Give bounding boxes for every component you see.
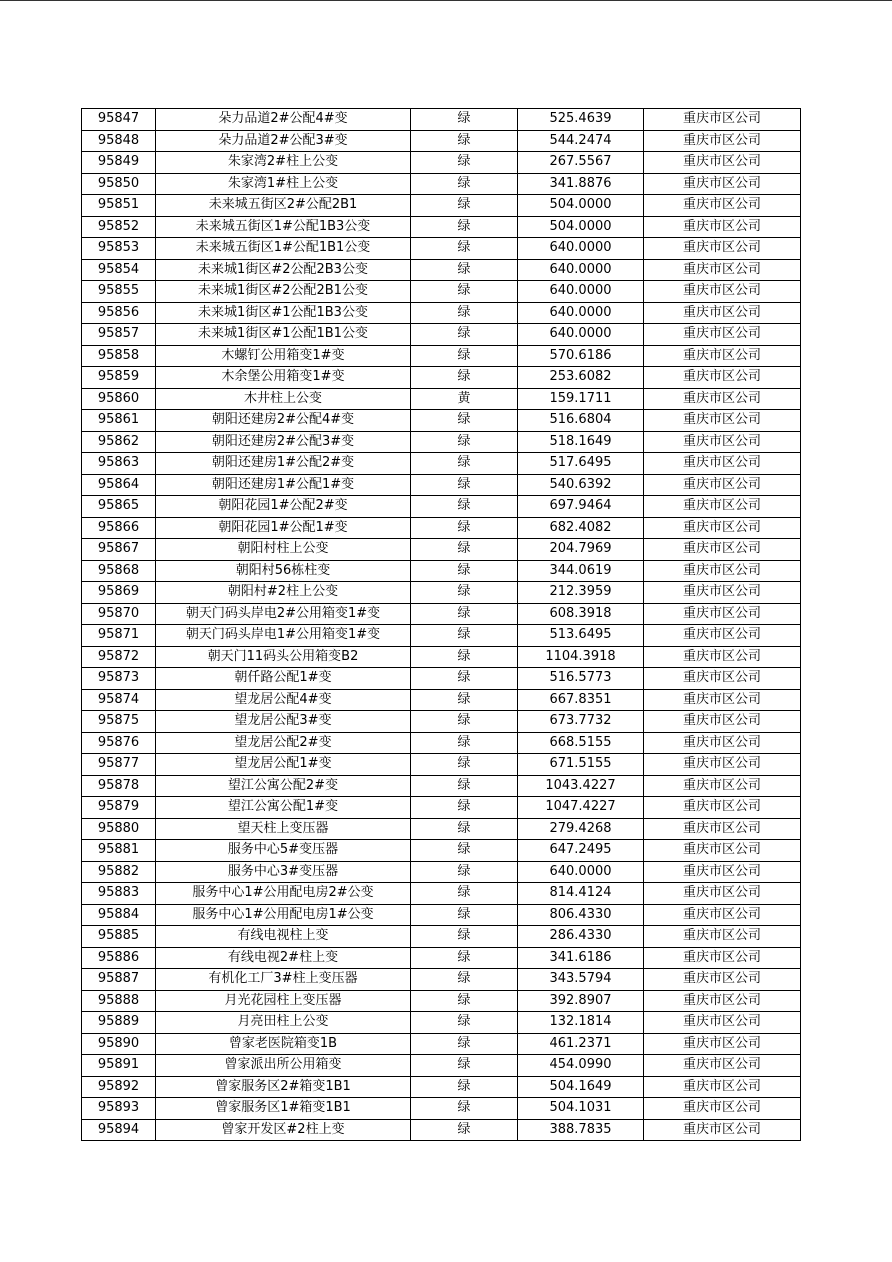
table-row bbox=[82, 904, 801, 926]
cell-company: 重庆市区公司 bbox=[644, 689, 801, 711]
cell-company: 重庆市区公司 bbox=[644, 840, 801, 862]
table-row bbox=[82, 668, 801, 690]
cell-company: 重庆市区公司 bbox=[644, 797, 801, 819]
cell-company: 重庆市区公司 bbox=[644, 410, 801, 432]
cell-name: 望江公寓公配1#变 bbox=[156, 797, 411, 819]
table-row bbox=[82, 969, 801, 991]
cell-level: 绿 bbox=[411, 474, 518, 496]
table-row bbox=[82, 754, 801, 776]
cell-value: 504.0000 bbox=[518, 216, 644, 238]
table-row bbox=[82, 173, 801, 195]
table-row bbox=[82, 603, 801, 625]
cell-id: 95878 bbox=[82, 775, 156, 797]
cell-name: 朝阳还建房2#公配4#变 bbox=[156, 410, 411, 432]
cell-name: 曾家老医院箱变1B bbox=[156, 1033, 411, 1055]
cell-id: 95888 bbox=[82, 990, 156, 1012]
cell-company: 重庆市区公司 bbox=[644, 496, 801, 518]
cell-level: 绿 bbox=[411, 1076, 518, 1098]
cell-company: 重庆市区公司 bbox=[644, 539, 801, 561]
table-body bbox=[82, 109, 801, 1141]
cell-id: 95864 bbox=[82, 474, 156, 496]
cell-id: 95891 bbox=[82, 1055, 156, 1077]
cell-value: 640.0000 bbox=[518, 238, 644, 260]
cell-value: 540.6392 bbox=[518, 474, 644, 496]
cell-company: 重庆市区公司 bbox=[644, 625, 801, 647]
cell-id: 95872 bbox=[82, 646, 156, 668]
cell-value: 608.3918 bbox=[518, 603, 644, 625]
cell-id: 95865 bbox=[82, 496, 156, 518]
table-row bbox=[82, 947, 801, 969]
cell-level: 绿 bbox=[411, 259, 518, 281]
cell-level: 绿 bbox=[411, 754, 518, 776]
cell-name: 服务中心5#变压器 bbox=[156, 840, 411, 862]
cell-level: 绿 bbox=[411, 1098, 518, 1120]
table-row bbox=[82, 625, 801, 647]
cell-value: 570.6186 bbox=[518, 345, 644, 367]
cell-id: 95894 bbox=[82, 1119, 156, 1141]
table-row bbox=[82, 840, 801, 862]
transformer-table bbox=[81, 108, 801, 1141]
cell-level: 绿 bbox=[411, 668, 518, 690]
cell-name: 月光花园柱上变压器 bbox=[156, 990, 411, 1012]
cell-level: 绿 bbox=[411, 926, 518, 948]
table-row bbox=[82, 926, 801, 948]
cell-level: 绿 bbox=[411, 173, 518, 195]
cell-level: 绿 bbox=[411, 324, 518, 346]
cell-value: 267.5567 bbox=[518, 152, 644, 174]
cell-value: 517.6495 bbox=[518, 453, 644, 475]
cell-company: 重庆市区公司 bbox=[644, 453, 801, 475]
cell-company: 重庆市区公司 bbox=[644, 560, 801, 582]
cell-value: 640.0000 bbox=[518, 861, 644, 883]
cell-level: 绿 bbox=[411, 410, 518, 432]
cell-id: 95874 bbox=[82, 689, 156, 711]
cell-name: 朝天门11码头公用箱变B2 bbox=[156, 646, 411, 668]
cell-value: 667.8351 bbox=[518, 689, 644, 711]
cell-level: 绿 bbox=[411, 539, 518, 561]
cell-id: 95876 bbox=[82, 732, 156, 754]
table-row bbox=[82, 775, 801, 797]
cell-value: 647.2495 bbox=[518, 840, 644, 862]
cell-name: 朝阳村柱上公变 bbox=[156, 539, 411, 561]
cell-name: 曾家服务区2#箱变1B1 bbox=[156, 1076, 411, 1098]
table-row bbox=[82, 539, 801, 561]
cell-level: 绿 bbox=[411, 904, 518, 926]
cell-id: 95855 bbox=[82, 281, 156, 303]
cell-level: 绿 bbox=[411, 861, 518, 883]
cell-value: 204.7969 bbox=[518, 539, 644, 561]
cell-name: 服务中心1#公用配电房1#公变 bbox=[156, 904, 411, 926]
table-row bbox=[82, 474, 801, 496]
cell-value: 525.4639 bbox=[518, 109, 644, 131]
cell-id: 95885 bbox=[82, 926, 156, 948]
cell-id: 95850 bbox=[82, 173, 156, 195]
cell-company: 重庆市区公司 bbox=[644, 1012, 801, 1034]
cell-value: 341.8876 bbox=[518, 173, 644, 195]
cell-company: 重庆市区公司 bbox=[644, 302, 801, 324]
cell-value: 806.4330 bbox=[518, 904, 644, 926]
cell-id: 95882 bbox=[82, 861, 156, 883]
cell-level: 绿 bbox=[411, 560, 518, 582]
cell-level: 绿 bbox=[411, 582, 518, 604]
table-row bbox=[82, 1055, 801, 1077]
cell-name: 木螺钉公用箱变1#变 bbox=[156, 345, 411, 367]
cell-value: 1047.4227 bbox=[518, 797, 644, 819]
table-row bbox=[82, 388, 801, 410]
cell-value: 504.0000 bbox=[518, 195, 644, 217]
cell-level: 绿 bbox=[411, 453, 518, 475]
cell-name: 木余堡公用箱变1#变 bbox=[156, 367, 411, 389]
table-row bbox=[82, 109, 801, 131]
cell-level: 绿 bbox=[411, 496, 518, 518]
table-row bbox=[82, 861, 801, 883]
cell-company: 重庆市区公司 bbox=[644, 195, 801, 217]
cell-value: 640.0000 bbox=[518, 302, 644, 324]
cell-id: 95857 bbox=[82, 324, 156, 346]
cell-company: 重庆市区公司 bbox=[644, 969, 801, 991]
cell-level: 绿 bbox=[411, 818, 518, 840]
cell-id: 95868 bbox=[82, 560, 156, 582]
cell-id: 95863 bbox=[82, 453, 156, 475]
cell-value: 518.1649 bbox=[518, 431, 644, 453]
cell-id: 95871 bbox=[82, 625, 156, 647]
cell-value: 388.7835 bbox=[518, 1119, 644, 1141]
cell-company: 重庆市区公司 bbox=[644, 152, 801, 174]
table-row bbox=[82, 216, 801, 238]
cell-company: 重庆市区公司 bbox=[644, 904, 801, 926]
cell-name: 木井柱上公变 bbox=[156, 388, 411, 410]
cell-level: 绿 bbox=[411, 281, 518, 303]
cell-level: 绿 bbox=[411, 797, 518, 819]
cell-level: 绿 bbox=[411, 625, 518, 647]
cell-id: 95884 bbox=[82, 904, 156, 926]
cell-level: 绿 bbox=[411, 109, 518, 131]
cell-value: 212.3959 bbox=[518, 582, 644, 604]
cell-company: 重庆市区公司 bbox=[644, 818, 801, 840]
cell-level: 绿 bbox=[411, 732, 518, 754]
cell-value: 343.5794 bbox=[518, 969, 644, 991]
cell-name: 望龙居公配1#变 bbox=[156, 754, 411, 776]
cell-value: 516.6804 bbox=[518, 410, 644, 432]
table-row bbox=[82, 689, 801, 711]
cell-company: 重庆市区公司 bbox=[644, 130, 801, 152]
page-top-rule bbox=[0, 0, 892, 1]
cell-name: 服务中心1#公用配电房2#公变 bbox=[156, 883, 411, 905]
cell-value: 253.6082 bbox=[518, 367, 644, 389]
cell-name: 曾家开发区#2柱上变 bbox=[156, 1119, 411, 1141]
cell-name: 朵力品道2#公配4#变 bbox=[156, 109, 411, 131]
cell-value: 286.4330 bbox=[518, 926, 644, 948]
cell-company: 重庆市区公司 bbox=[644, 238, 801, 260]
cell-name: 有机化工厂3#柱上变压器 bbox=[156, 969, 411, 991]
cell-company: 重庆市区公司 bbox=[644, 345, 801, 367]
table-row bbox=[82, 818, 801, 840]
cell-name: 望龙居公配3#变 bbox=[156, 711, 411, 733]
table-row bbox=[82, 238, 801, 260]
cell-level: 绿 bbox=[411, 367, 518, 389]
cell-id: 95859 bbox=[82, 367, 156, 389]
cell-value: 504.1031 bbox=[518, 1098, 644, 1120]
cell-id: 95849 bbox=[82, 152, 156, 174]
cell-name: 未来城1街区#1公配1B3公变 bbox=[156, 302, 411, 324]
table-row bbox=[82, 259, 801, 281]
cell-company: 重庆市区公司 bbox=[644, 947, 801, 969]
table-row bbox=[82, 646, 801, 668]
cell-value: 671.5155 bbox=[518, 754, 644, 776]
cell-company: 重庆市区公司 bbox=[644, 431, 801, 453]
cell-value: 1104.3918 bbox=[518, 646, 644, 668]
cell-id: 95858 bbox=[82, 345, 156, 367]
table-row bbox=[82, 431, 801, 453]
cell-name: 服务中心3#变压器 bbox=[156, 861, 411, 883]
cell-level: 绿 bbox=[411, 1012, 518, 1034]
table-row bbox=[82, 560, 801, 582]
cell-level: 绿 bbox=[411, 646, 518, 668]
table-row bbox=[82, 130, 801, 152]
cell-company: 重庆市区公司 bbox=[644, 926, 801, 948]
cell-level: 黄 bbox=[411, 388, 518, 410]
table-row bbox=[82, 281, 801, 303]
cell-level: 绿 bbox=[411, 238, 518, 260]
cell-name: 未来城1街区#2公配2B1公变 bbox=[156, 281, 411, 303]
cell-level: 绿 bbox=[411, 947, 518, 969]
cell-id: 95867 bbox=[82, 539, 156, 561]
cell-company: 重庆市区公司 bbox=[644, 775, 801, 797]
cell-name: 朱家湾2#柱上公变 bbox=[156, 152, 411, 174]
cell-level: 绿 bbox=[411, 689, 518, 711]
table-row bbox=[82, 152, 801, 174]
cell-company: 重庆市区公司 bbox=[644, 367, 801, 389]
cell-company: 重庆市区公司 bbox=[644, 281, 801, 303]
cell-name: 月亮田柱上公变 bbox=[156, 1012, 411, 1034]
cell-value: 516.5773 bbox=[518, 668, 644, 690]
cell-id: 95890 bbox=[82, 1033, 156, 1055]
cell-level: 绿 bbox=[411, 1033, 518, 1055]
table-row bbox=[82, 797, 801, 819]
cell-level: 绿 bbox=[411, 711, 518, 733]
cell-level: 绿 bbox=[411, 517, 518, 539]
table-row bbox=[82, 883, 801, 905]
cell-name: 未来城五街区1#公配1B1公变 bbox=[156, 238, 411, 260]
cell-company: 重庆市区公司 bbox=[644, 668, 801, 690]
cell-level: 绿 bbox=[411, 1055, 518, 1077]
cell-name: 朵力品道2#公配3#变 bbox=[156, 130, 411, 152]
cell-value: 341.6186 bbox=[518, 947, 644, 969]
cell-company: 重庆市区公司 bbox=[644, 646, 801, 668]
cell-id: 95854 bbox=[82, 259, 156, 281]
table-row bbox=[82, 1012, 801, 1034]
cell-level: 绿 bbox=[411, 1119, 518, 1141]
cell-company: 重庆市区公司 bbox=[644, 324, 801, 346]
cell-value: 640.0000 bbox=[518, 259, 644, 281]
cell-level: 绿 bbox=[411, 990, 518, 1012]
cell-name: 曾家服务区1#箱变1B1 bbox=[156, 1098, 411, 1120]
cell-company: 重庆市区公司 bbox=[644, 1055, 801, 1077]
cell-level: 绿 bbox=[411, 130, 518, 152]
cell-company: 重庆市区公司 bbox=[644, 883, 801, 905]
cell-id: 95847 bbox=[82, 109, 156, 131]
cell-level: 绿 bbox=[411, 152, 518, 174]
table-row bbox=[82, 453, 801, 475]
cell-value: 1043.4227 bbox=[518, 775, 644, 797]
cell-name: 有线电视柱上变 bbox=[156, 926, 411, 948]
cell-name: 曾家派出所公用箱变 bbox=[156, 1055, 411, 1077]
cell-id: 95887 bbox=[82, 969, 156, 991]
cell-name: 朝阳村56栋柱变 bbox=[156, 560, 411, 582]
cell-id: 95869 bbox=[82, 582, 156, 604]
cell-level: 绿 bbox=[411, 345, 518, 367]
cell-level: 绿 bbox=[411, 883, 518, 905]
cell-company: 重庆市区公司 bbox=[644, 1033, 801, 1055]
cell-id: 95866 bbox=[82, 517, 156, 539]
table-row bbox=[82, 1033, 801, 1055]
cell-id: 95853 bbox=[82, 238, 156, 260]
cell-value: 682.4082 bbox=[518, 517, 644, 539]
cell-company: 重庆市区公司 bbox=[644, 109, 801, 131]
cell-name: 望天柱上变压器 bbox=[156, 818, 411, 840]
cell-level: 绿 bbox=[411, 302, 518, 324]
cell-id: 95880 bbox=[82, 818, 156, 840]
cell-id: 95877 bbox=[82, 754, 156, 776]
cell-id: 95873 bbox=[82, 668, 156, 690]
table-row bbox=[82, 496, 801, 518]
cell-level: 绿 bbox=[411, 216, 518, 238]
cell-company: 重庆市区公司 bbox=[644, 1076, 801, 1098]
cell-name: 朝阳还建房2#公配3#变 bbox=[156, 431, 411, 453]
cell-company: 重庆市区公司 bbox=[644, 216, 801, 238]
cell-id: 95886 bbox=[82, 947, 156, 969]
cell-id: 95852 bbox=[82, 216, 156, 238]
table-row bbox=[82, 195, 801, 217]
cell-value: 279.4268 bbox=[518, 818, 644, 840]
cell-company: 重庆市区公司 bbox=[644, 754, 801, 776]
cell-id: 95879 bbox=[82, 797, 156, 819]
cell-name: 朝仟路公配1#变 bbox=[156, 668, 411, 690]
cell-level: 绿 bbox=[411, 775, 518, 797]
table-row bbox=[82, 345, 801, 367]
table-row bbox=[82, 302, 801, 324]
cell-company: 重庆市区公司 bbox=[644, 517, 801, 539]
table-row bbox=[82, 1098, 801, 1120]
cell-level: 绿 bbox=[411, 431, 518, 453]
cell-id: 95851 bbox=[82, 195, 156, 217]
cell-value: 513.6495 bbox=[518, 625, 644, 647]
cell-name: 朝阳花园1#公配2#变 bbox=[156, 496, 411, 518]
cell-name: 朝天门码头岸电1#公用箱变1#变 bbox=[156, 625, 411, 647]
cell-company: 重庆市区公司 bbox=[644, 259, 801, 281]
cell-id: 95862 bbox=[82, 431, 156, 453]
cell-level: 绿 bbox=[411, 840, 518, 862]
cell-value: 454.0990 bbox=[518, 1055, 644, 1077]
cell-company: 重庆市区公司 bbox=[644, 388, 801, 410]
cell-company: 重庆市区公司 bbox=[644, 711, 801, 733]
cell-name: 未来城五街区2#公配2B1 bbox=[156, 195, 411, 217]
cell-company: 重庆市区公司 bbox=[644, 603, 801, 625]
cell-value: 640.0000 bbox=[518, 281, 644, 303]
cell-level: 绿 bbox=[411, 969, 518, 991]
cell-id: 95861 bbox=[82, 410, 156, 432]
cell-value: 697.9464 bbox=[518, 496, 644, 518]
cell-name: 朝阳村#2柱上公变 bbox=[156, 582, 411, 604]
cell-value: 544.2474 bbox=[518, 130, 644, 152]
cell-value: 504.1649 bbox=[518, 1076, 644, 1098]
cell-id: 95893 bbox=[82, 1098, 156, 1120]
cell-name: 未来城1街区#2公配2B3公变 bbox=[156, 259, 411, 281]
table-row bbox=[82, 367, 801, 389]
cell-company: 重庆市区公司 bbox=[644, 861, 801, 883]
cell-id: 95856 bbox=[82, 302, 156, 324]
cell-id: 95860 bbox=[82, 388, 156, 410]
cell-name: 望龙居公配2#变 bbox=[156, 732, 411, 754]
cell-name: 有线电视2#柱上变 bbox=[156, 947, 411, 969]
table-row bbox=[82, 711, 801, 733]
cell-name: 未来城1街区#1公配1B1公变 bbox=[156, 324, 411, 346]
cell-id: 95881 bbox=[82, 840, 156, 862]
cell-level: 绿 bbox=[411, 195, 518, 217]
cell-id: 95870 bbox=[82, 603, 156, 625]
table-row bbox=[82, 582, 801, 604]
cell-name: 朝阳花园1#公配1#变 bbox=[156, 517, 411, 539]
table-row bbox=[82, 990, 801, 1012]
cell-company: 重庆市区公司 bbox=[644, 582, 801, 604]
cell-id: 95892 bbox=[82, 1076, 156, 1098]
table-row bbox=[82, 1076, 801, 1098]
table-row bbox=[82, 324, 801, 346]
cell-level: 绿 bbox=[411, 603, 518, 625]
table-row bbox=[82, 1119, 801, 1141]
cell-company: 重庆市区公司 bbox=[644, 1098, 801, 1120]
cell-value: 673.7732 bbox=[518, 711, 644, 733]
cell-company: 重庆市区公司 bbox=[644, 173, 801, 195]
table-row bbox=[82, 410, 801, 432]
cell-company: 重庆市区公司 bbox=[644, 474, 801, 496]
cell-value: 668.5155 bbox=[518, 732, 644, 754]
cell-value: 132.1814 bbox=[518, 1012, 644, 1034]
table-row bbox=[82, 517, 801, 539]
table-row bbox=[82, 732, 801, 754]
cell-company: 重庆市区公司 bbox=[644, 1119, 801, 1141]
cell-value: 344.0619 bbox=[518, 560, 644, 582]
cell-value: 814.4124 bbox=[518, 883, 644, 905]
cell-value: 392.8907 bbox=[518, 990, 644, 1012]
cell-name: 朱家湾1#柱上公变 bbox=[156, 173, 411, 195]
cell-id: 95883 bbox=[82, 883, 156, 905]
cell-id: 95875 bbox=[82, 711, 156, 733]
cell-name: 望龙居公配4#变 bbox=[156, 689, 411, 711]
cell-name: 朝阳还建房1#公配1#变 bbox=[156, 474, 411, 496]
cell-name: 未来城五街区1#公配1B3公变 bbox=[156, 216, 411, 238]
cell-value: 461.2371 bbox=[518, 1033, 644, 1055]
cell-value: 640.0000 bbox=[518, 324, 644, 346]
cell-company: 重庆市区公司 bbox=[644, 732, 801, 754]
cell-value: 159.1711 bbox=[518, 388, 644, 410]
cell-id: 95848 bbox=[82, 130, 156, 152]
cell-company: 重庆市区公司 bbox=[644, 990, 801, 1012]
cell-id: 95889 bbox=[82, 1012, 156, 1034]
cell-name: 望江公寓公配2#变 bbox=[156, 775, 411, 797]
cell-name: 朝阳还建房1#公配2#变 bbox=[156, 453, 411, 475]
cell-name: 朝天门码头岸电2#公用箱变1#变 bbox=[156, 603, 411, 625]
